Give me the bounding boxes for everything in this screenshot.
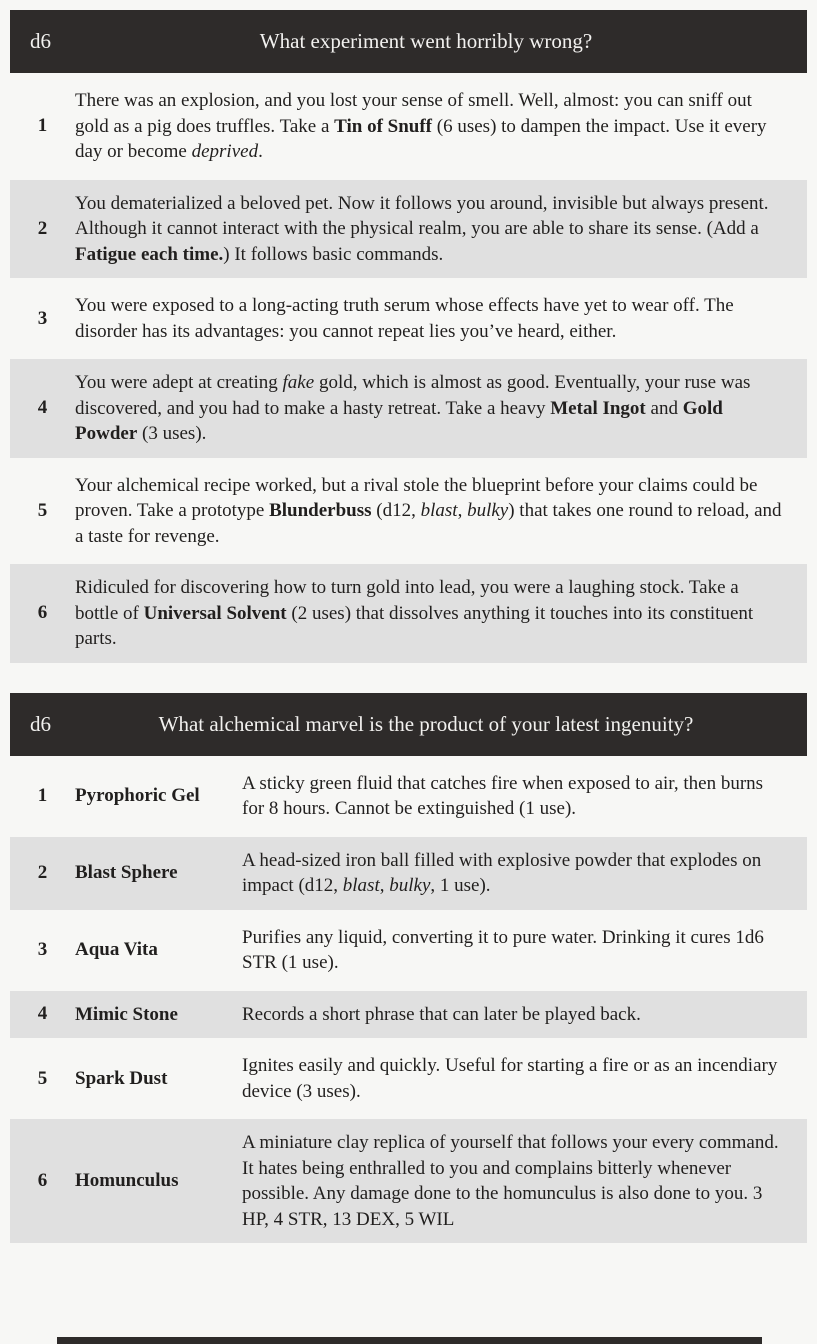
table-row-1 [10, 77, 807, 176]
die-result: 5 [37, 1067, 48, 1089]
table-row-2 [10, 180, 807, 279]
item-name: Homunculus [75, 1170, 179, 1192]
table-row-4 [10, 359, 807, 458]
alchemical-marvel-table-body [10, 760, 807, 1244]
die-result: 6 [37, 602, 48, 624]
result-description: Records a short phrase that can later be played back. [242, 1003, 641, 1025]
result-description: There was an explosion, and you lost your sense of smell. Well, almost: you can sniff out gold as a pig does truffles. Take a Tin of Snuff (6 uses) to dampen the impact. Use it every day or become deprived. [75, 90, 767, 162]
experiment-table-title: What experiment went horribly wrong? [259, 29, 593, 53]
item-name: Mimic Stone [75, 1003, 178, 1025]
alchemical-marvel-table [10, 693, 807, 1244]
result-description: Your alchemical recipe worked, but a rival stole the blueprint before your claims could be proven. Take a prototype Blunderbuss (d12, blast, bulky) that takes one round to reload, and a taste for revenge. [75, 474, 782, 547]
result-description: You were adept at creating fake gold, which is almost as good. Eventually, your ruse was discovered, and you had to make a hasty retreat. Take a heavy Metal Ingot and Gold Powder (3 uses). [75, 372, 751, 444]
alchemical-marvel-table-title: What alchemical marvel is the product of your latest ingenuity? [158, 711, 694, 736]
die-result: 1 [37, 785, 48, 806]
die-result: 3 [37, 307, 48, 329]
result-description: You were exposed to a long-acting truth serum whose effects have yet to wear off. The disorder has its advantages: you cannot repeat lies you’ve heard, either. [75, 295, 734, 342]
result-description: Ignites easily and quickly. Useful for starting a fire or as an incendiary device (3 uses). [242, 1055, 778, 1102]
die-result: 1 [37, 115, 48, 137]
die-result: 5 [37, 499, 48, 521]
die-result: 6 [37, 1170, 48, 1191]
item-name: Aqua Vita [75, 939, 158, 961]
table-row-6 [10, 1119, 807, 1243]
alchemical-marvel-table-header [10, 693, 807, 756]
experiment-table-body [10, 77, 807, 663]
die-column-label: d6 [30, 711, 51, 736]
result-description: A sticky green fluid that catches fire when exposed to air, then burns for 8 hours. Cannot be extinguished (1 use). [242, 772, 764, 819]
experiment-table-header [10, 10, 807, 73]
next-table-header-partial [57, 1337, 762, 1344]
table-row-6 [10, 564, 807, 663]
die-result: 4 [37, 1003, 48, 1025]
table-row-4 [10, 991, 807, 1039]
table-row-2 [10, 837, 807, 910]
result-description: Ridiculed for discovering how to turn gold into lead, you were a laughing stock. Take a bottle of Universal Solvent (2 uses) that dissolves anything it touches into its constituent parts. [75, 577, 754, 649]
result-description: A miniature clay replica of yourself that follows your every command. It hates being enthralled to you and complains bitterly whenever possible. Any damage done to the homunculus is also done to you. 3 HP, 4 STR, 13 DEX, 5 WIL [242, 1132, 779, 1230]
die-result: 2 [37, 862, 48, 883]
table-row-5 [10, 1042, 807, 1115]
die-result: 3 [37, 939, 48, 960]
table-row-3 [10, 282, 807, 355]
result-description: Purifies any liquid, converting it to pure water. Drinking it cures 1d6 STR (1 use). [242, 926, 764, 973]
experiment-table [10, 10, 807, 663]
table-row-3 [10, 914, 807, 987]
item-name: Spark Dust [75, 1067, 168, 1089]
item-name: Blast Sphere [75, 862, 178, 884]
die-result: 4 [37, 397, 48, 419]
result-description: You dematerialized a beloved pet. Now it follows you around, invisible but always present. Although it cannot interact with the physical realm, you are able to share its sense. (Add a Fatigue each time.) It follows basic commands. [75, 192, 769, 265]
table-row-5 [10, 462, 807, 561]
die-column-label: d6 [30, 29, 51, 53]
item-name: Pyrophoric Gel [75, 785, 200, 807]
table-row-1 [10, 760, 807, 833]
result-description: A head-sized iron ball filled with explosive powder that explodes on impact (d12, blast, bulky, 1 use). [242, 849, 762, 896]
die-result: 2 [37, 217, 48, 239]
